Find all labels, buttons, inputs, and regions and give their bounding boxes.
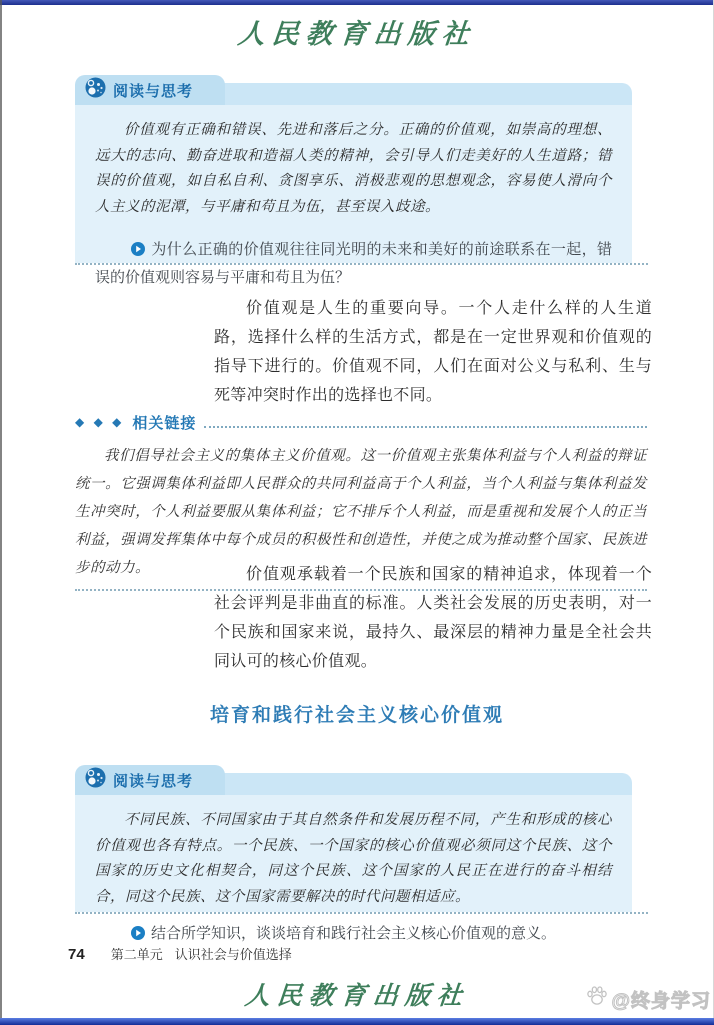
dotted-rule <box>204 416 647 428</box>
publisher-logo-bottom: 人民教育出版社 <box>243 981 471 1010</box>
diamond-icons: ◆ ◆ ◆ <box>75 415 125 429</box>
globe-icon <box>85 767 106 793</box>
box-paragraph: 价值观有正确和错误、先进和落后之分。正确的价值观，如崇高的理想、远大的志向、勤奋进取和造福人类的精神，会引导人们走美好的人生道路；错误的价值观，如自私自利、贪图享乐、消极悲观的思想观念，容易使人滑向个人主义的泥潭，与平庸和苟且为伍，甚至误入歧途。 <box>95 122 612 215</box>
reading-thinking-box-2 <box>75 765 632 942</box>
paw-icon <box>585 984 609 1014</box>
box-title: 阅读与思考 <box>113 82 194 100</box>
box-header <box>75 75 632 105</box>
box-paragraph: 不同民族、不同国家由于其自然条件和发展历程不同，产生和形成的核心价值观也各有特点。一个民族、一个国家的核心价值观必须同这个民族、这个国家的历史文化相契合，同这个民族、这个国家的人民正在进行的奋斗相结合，同这个民族、这个国家需要解决的时代问题相适应。 <box>95 812 612 905</box>
section-heading: 培育和践行社会主义核心价值观 <box>209 705 504 726</box>
body-paragraph-1: 价值观是人生的重要向导。一个人走什么样的人生道路，选择什么样的生活方式，都是在一定世界观和价值观的指导下进行的。价值观不同，人们在面对公义与私利、生与死等冲突时作出的选择也不同。 <box>214 300 652 404</box>
body-paragraph-2: 价值观承载着一个民族和国家的精神追求，体现着一个社会评判是非曲直的标准。人类社会发展的历史表明，对一个民族和国家来说，最持久、最深层的精神力量是全社会共同认可的核心价值观。 <box>214 566 652 670</box>
dotted-divider <box>75 263 648 265</box>
box-question-text: 结合所学知识，谈谈培育和践行社会主义核心价值观的意义。 <box>151 925 557 942</box>
unit-label: 第二单元 <box>110 947 163 962</box>
top-border <box>0 0 714 5</box>
box-body <box>75 795 632 942</box>
left-page-edge <box>0 0 2 1025</box>
box-header-strip <box>215 83 632 105</box>
box-header <box>75 765 632 795</box>
box-body <box>75 105 632 286</box>
watermark <box>585 984 711 1014</box>
box-header-strip <box>215 773 632 795</box>
box-header-tab <box>75 75 225 105</box>
bottom-border <box>0 1018 714 1025</box>
unit-title: 认识社会与价值选择 <box>174 947 292 962</box>
globe-icon <box>85 77 106 103</box>
page-number: 74 <box>68 946 85 963</box>
reading-thinking-box-1 <box>75 75 632 286</box>
box-header-tab <box>75 765 225 795</box>
play-bullet-icon <box>113 239 145 265</box>
box-title: 阅读与思考 <box>113 772 194 790</box>
page-footer <box>68 944 292 963</box>
watermark-text: @终身学习 <box>611 990 711 1012</box>
publisher-logo-top: 人民教育出版社 <box>236 19 478 50</box>
box-question-text: 为什么正确的价值观往往同光明的未来和美好的前途联系在一起，错误的价值观则容易与平庸和苟且为伍？ <box>95 241 612 286</box>
related-links-header <box>75 411 647 433</box>
related-links-paragraph: 我们倡导社会主义的集体主义价值观。这一价值观主张集体利益与个人利益的辩证统一。它强调集体利益即人民群众的共同利益高于个人利益，当个人利益与集体利益发生冲突时，个人利益要服从集体利益；它不排斥个人利益，而是重视和发展个人的正当利益，强调发挥集体中每个成员的积极性和创造性，并使之成为推动整个国家、民族进步的动力。 <box>75 448 647 576</box>
related-links-title: 相关链接 <box>132 414 197 432</box>
dotted-divider <box>75 912 648 914</box>
